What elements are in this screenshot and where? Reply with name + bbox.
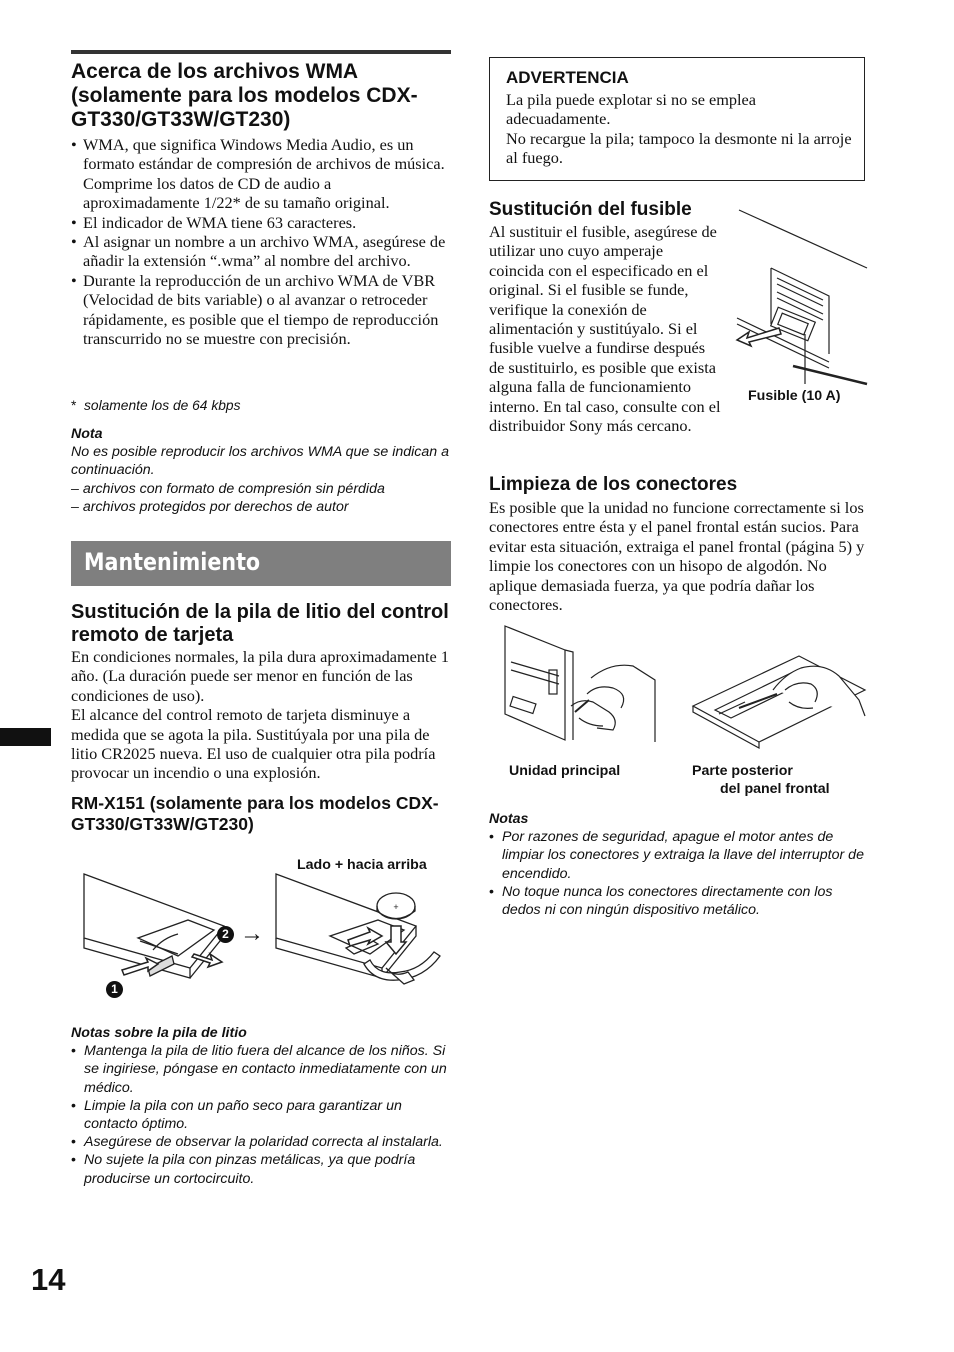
list-item: • WMA, que significa Windows Media Audio, es un formato estándar de compresión de archivos de música. Comprime los datos de CD de audio a aproximadamente 1/22* de su tamaño original. xyxy=(71,135,451,213)
battery-body xyxy=(71,647,451,783)
main-unit-cleaning-illustration xyxy=(501,622,661,747)
maintenance-banner xyxy=(71,541,451,586)
note-line: – archivos con formato de compresión sin pérdida xyxy=(71,480,385,497)
wma-bullet-list xyxy=(71,135,451,348)
footnote-text: solamente los de 64 kbps xyxy=(84,398,241,413)
list-item: • Limpie la pila con un paño seco para garantizar un contacto óptimo. xyxy=(71,1097,451,1133)
wma-note xyxy=(71,425,451,516)
note-title: Nota xyxy=(71,426,103,442)
connectors-notes xyxy=(489,810,869,919)
battery-section-title: Sustitución de la pila de litio del control remoto de tarjeta xyxy=(71,601,449,646)
list-item: • Durante la reproducción de un archivo WMA de VBR (Velocidad de bits variable) o al avanzar o retroceder rápidamente, es posible que el tiempo de reproducción transcurrido no se muestre con precisión. xyxy=(71,271,451,349)
note-line: – archivos protegidos por derechos de autor xyxy=(71,498,349,515)
note-line: No es posible reproducir los archivos WMA que se indican a continuación. xyxy=(71,444,449,479)
list-item: • No toque nunca los conectores directamente con los dedos ni con ningún dispositivo metálico. xyxy=(489,883,869,919)
list-item: • Asegúrese de observar la polaridad correcta al instalarla. xyxy=(71,1133,451,1151)
list-item: • Mantenga la pila de litio fuera del alcance de los niños. Si se ingiriese, póngase en contacto inmediatamente con un médico. xyxy=(71,1042,451,1097)
list-item: • Por razones de seguridad, apague el motor antes de limpiar los conectores y extraiga la llave del interruptor de encendido. xyxy=(489,828,869,883)
connectors-text: Es posible que la unidad no funcione correctamente si los conectores entre ésta y el panel frontal están sucios. Para evitar esta situación, extraiga el panel frontal (página 5) y limpie los conectores con un hisopo de algodón. No aplique demasiada fuerza, ya que podría dañar los conectores. xyxy=(489,498,865,615)
step-2-badge: 2 xyxy=(217,926,234,943)
wma-footnote xyxy=(71,397,451,415)
fuse-title: Sustitución del fusible xyxy=(489,199,692,220)
list-item: • Al asignar un nombre a un archivo WMA, asegúrese de añadir la extensión “.wma” al nombre del archivo. xyxy=(71,232,451,271)
step-1-badge: 1 xyxy=(106,981,123,998)
list-item: • No sujete la pila con pinzas metálicas, ya que podría producirse un cortocircuito. xyxy=(71,1151,451,1187)
arrow-right-icon: → xyxy=(240,920,264,947)
front-panel-caption-line-1: Parte posterior xyxy=(692,763,793,779)
main-unit-caption: Unidad principal xyxy=(509,763,621,779)
list-item: • El indicador de WMA tiene 63 caracteres. xyxy=(71,213,451,232)
svg-text:+: + xyxy=(393,902,399,912)
fuse-illustration xyxy=(733,206,871,386)
battery-paragraph-1: En condiciones normales, la pila dura aproximadamente 1 año. (La duración puede ser menor en función de las condiciones de uso). xyxy=(71,647,449,705)
front-panel-caption-line-2: del panel frontal xyxy=(720,781,830,797)
page-number: 14 xyxy=(31,1262,66,1297)
side-tab-marker xyxy=(0,728,51,746)
warning-title: ADVERTENCIA xyxy=(506,68,629,87)
wma-section-title: Acerca de los archivos WMA (solamente para los modelos CDX-GT330/GT33W/GT230) xyxy=(71,60,418,131)
battery-figure-label: Lado + hacia arriba xyxy=(297,857,427,873)
fuse-text: Al sustituir el fusible, asegúrese de utilizar uno cuyo amperaje coincida con el especificado en el original. Si el fusible se funde, verifique la conexión de alimentación y sustitúyalo. Si el fusible vuelve a fundirse después de sustituirlo, es posible que exista alguna falla de funcionamiento interno. En tal caso, consulte con el distribuidor Sony más cercano. xyxy=(489,222,721,436)
section-top-rule xyxy=(71,50,451,54)
connectors-title: Limpieza de los conectores xyxy=(489,474,738,495)
banner-title: Mantenimiento xyxy=(84,548,261,576)
battery-notes xyxy=(71,1024,451,1188)
front-panel-cleaning-illustration xyxy=(689,650,867,750)
notes-title: Notas xyxy=(489,811,529,827)
footnote-mark: * xyxy=(71,398,77,413)
warning-box xyxy=(489,57,865,181)
warning-line: No recargue la pila; tampoco la desmonte ni la arroje al fuego. xyxy=(506,128,852,168)
battery-paragraph-2: El alcance del control remoto de tarjeta disminuye a medida que se agota la pila. Sustitúyala por una pila de litio CR2025 nueva. El uso de cualquier otra pila podría provocar un incendio o una explosión. xyxy=(71,705,436,783)
fuse-caption: Fusible (10 A) xyxy=(748,388,841,404)
warning-line: La pila puede explotar si no se emplea adecuadamente. xyxy=(506,90,757,129)
model-heading: RM-X151 (solamente para los modelos CDX-GT330/GT33W/GT230) xyxy=(71,793,439,834)
notes-title: Notas sobre la pila de litio xyxy=(71,1025,247,1041)
